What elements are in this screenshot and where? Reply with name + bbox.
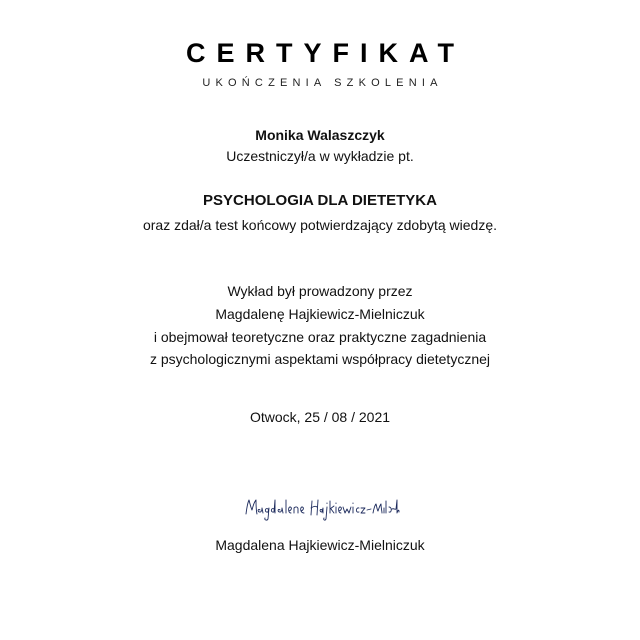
lecture-line: Magdalenę Hajkiewicz-Mielniczuk: [215, 306, 425, 322]
certificate-subtitle: UKOŃCZENIA SZKOLENIA: [202, 77, 443, 89]
signer-name: Magdalena Hajkiewicz-Mielniczuk: [215, 537, 425, 553]
lecture-line: z psychologicznymi aspektami współpracy dietetycznej: [149, 351, 491, 367]
participation-text: Uczestniczył/a w wykładzie pt.: [226, 148, 414, 164]
handwritten-signature: [240, 488, 400, 524]
lecture-line: Wykład był prowadzony przez: [227, 283, 413, 299]
passed-text: oraz zdał/a test końcowy potwierdzający zdobytą wiedzę.: [142, 217, 498, 233]
certificate-title: CERTYFIKAT: [186, 38, 465, 68]
lecture-line: i obejmował teoretyczne oraz praktyczne zagadnienia: [153, 329, 487, 345]
place-date: Otwock, 25 / 08 / 2021: [249, 409, 391, 425]
recipient-name: Monika Walaszczyk: [255, 127, 385, 143]
course-title: PSYCHOLOGIA DLA DIETETYKA: [203, 192, 437, 209]
